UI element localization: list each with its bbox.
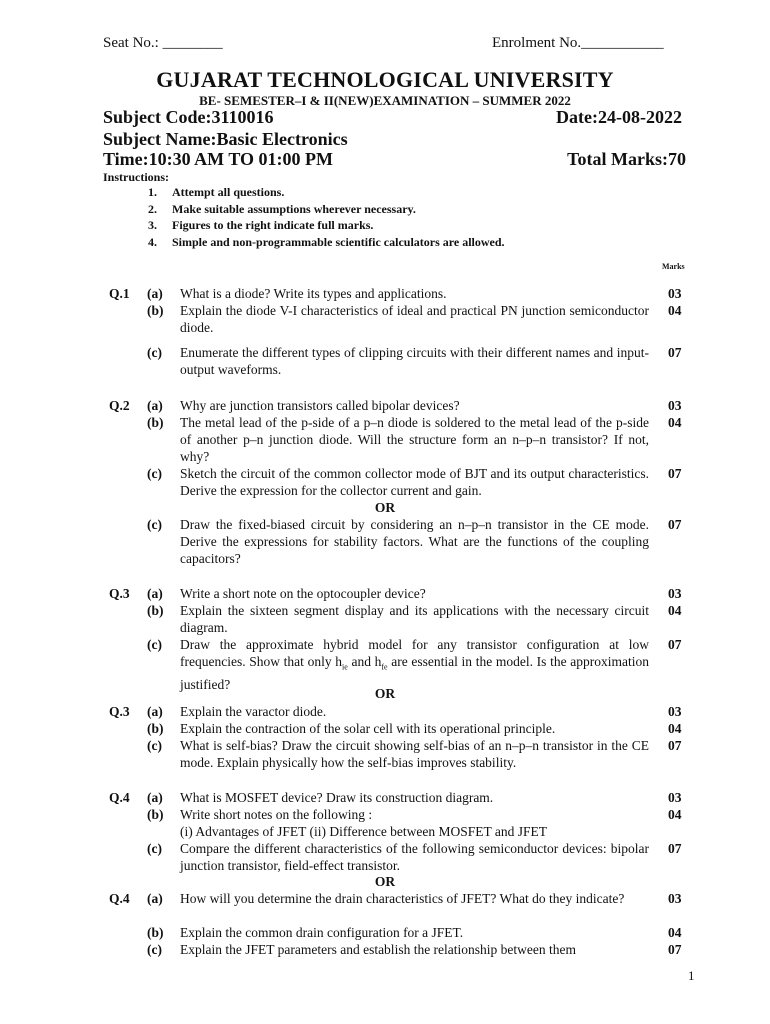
question-text: What is self-bias? Draw the circuit showing self-bias of an n–p–n transistor in the CE mode. Explain physically how the self-bias improves stability. [180, 738, 649, 770]
subpart-label: (c) [147, 466, 162, 481]
marks-value: 03 [668, 790, 682, 805]
subpart-label: (b) [147, 721, 164, 736]
marks-value: 07 [668, 345, 682, 360]
marks-value: 04 [668, 721, 682, 736]
question-text: Explain the diode V-I characteristics of ideal and practical PN junction semiconductor diode. [180, 303, 649, 335]
question-text: Enumerate the different types of clipping circuits with their different names and input-output waveforms. [180, 345, 649, 377]
subpart-label: (b) [147, 415, 164, 430]
question-text: Draw the fixed-biased circuit by considering an n–p–n transistor in the CE mode. Derive the expressions for stability factors. What are the functions of the coupling capacitors? [180, 517, 649, 566]
question-number: Q.3 [109, 586, 130, 601]
question-text: Why are junction transistors called bipolar devices? [180, 398, 460, 413]
question-number: Q.2 [109, 398, 130, 413]
total-marks: Total Marks:70 [567, 149, 686, 169]
question-text: Explain the varactor diode. [180, 704, 327, 719]
marks-value: 03 [668, 704, 682, 719]
subpart-label: (c) [147, 517, 162, 532]
subpart-label: (a) [147, 286, 163, 301]
subpart-label: (c) [147, 637, 162, 652]
instruction-item: 3. Figures to the right indicate full marks. [148, 218, 374, 232]
or-divider: OR [374, 500, 396, 515]
question-text: Explain the sixteen segment display and its applications with the necessary circuit diagram. [180, 603, 649, 635]
subpart-label: (a) [147, 891, 163, 906]
question-text: (i) Advantages of JFET (ii) Difference between MOSFET and JFET [180, 824, 548, 839]
subpart-label: (c) [147, 345, 162, 360]
marks-value: 04 [668, 303, 682, 318]
or-divider: OR [374, 686, 396, 701]
marks-value: 03 [668, 286, 682, 301]
subpart-label: (a) [147, 704, 163, 719]
subpart-label: (b) [147, 303, 164, 318]
instruction-item: 4. Simple and non-programmable scientific calculators are allowed. [148, 234, 505, 249]
subpart-label: (a) [147, 398, 163, 413]
marks-value: 04 [668, 415, 682, 430]
marks-value: 07 [668, 517, 682, 532]
seat-number-field: Seat No.: ________ [103, 35, 223, 51]
question-text: Write a short note on the optocoupler device? [180, 586, 426, 601]
marks-column-heading: Marks [662, 262, 685, 271]
question-text: Explain the common drain configuration for a JFET. [180, 925, 464, 940]
marks-value: 07 [668, 841, 682, 856]
question-text: How will you determine the drain characteristics of JFET? What do they indicate? [180, 891, 625, 906]
subpart-label: (b) [147, 807, 164, 822]
marks-value: 04 [668, 807, 682, 822]
subpart-label: (b) [147, 925, 164, 940]
question-text: Draw the approximate hybrid model for any transistor configuration at low frequencies. Show that only $h_{ie}$ and $h_{fe}$ are essential in the model. Is the approximation justified? [180, 637, 649, 692]
marks-value: 03 [668, 586, 682, 601]
question-text: Sketch the circuit of the common collector mode of BJT and its output characteristics. Derive the expression for the collector current and gain. [180, 466, 649, 498]
subpart-label: (c) [147, 942, 162, 957]
question-text: Write short notes on the following : [180, 807, 373, 822]
question-text: Compare the different characteristics of the following semiconductor devices: bipolar junction transistor, field-effect transistor. [180, 841, 649, 873]
question-text: Explain the contraction of the solar cell with its operational principle. [180, 721, 556, 736]
subject-name: Subject Name:Basic Electronics [103, 129, 348, 149]
marks-value: 07 [668, 637, 682, 652]
exam-title: BE- SEMESTER–I & II(NEW)EXAMINATION – SUMMER 2022 [199, 93, 571, 108]
or-divider: OR [374, 874, 396, 889]
marks-value: 03 [668, 398, 682, 413]
question-text: Explain the JFET parameters and establish the relationship between them [180, 942, 577, 957]
instructions-list [148, 184, 505, 250]
question-number: Q.4 [109, 891, 130, 906]
subpart-label: (b) [147, 603, 164, 618]
question-number: Q.3 [109, 704, 130, 719]
marks-value: 03 [668, 891, 682, 906]
subpart-label: (c) [147, 841, 162, 856]
subpart-label: (a) [147, 790, 163, 805]
instruction-item: 1. Attempt all questions. [148, 185, 285, 199]
marks-value: 07 [668, 738, 682, 753]
marks-value: 04 [668, 925, 682, 940]
question-text: What is a diode? Write its types and applications. [180, 286, 447, 301]
page-number: 1 [688, 968, 695, 983]
subpart-label: (c) [147, 738, 162, 753]
question-number: Q.4 [109, 790, 130, 805]
subpart-label: (a) [147, 586, 163, 601]
enrolment-number-field: Enrolment No.___________ [492, 35, 664, 51]
marks-value: 04 [668, 603, 682, 618]
instructions-heading: Instructions: [103, 170, 170, 184]
question-number: Q.1 [109, 286, 130, 301]
marks-value: 07 [668, 942, 682, 957]
marks-value: 07 [668, 466, 682, 481]
exam-date: Date:24-08-2022 [556, 107, 682, 127]
instruction-item: 2. Make suitable assumptions wherever necessary. [148, 201, 416, 216]
question-text: The metal lead of the p-side of a p–n diode is soldered to the metal lead of the p-side of another p–n junction diode. Will the structure form an n–p–n transistor? If not, why? [180, 415, 649, 464]
exam-time: Time:10:30 AM TO 01:00 PM [103, 149, 333, 169]
question-text: What is MOSFET device? Draw its construction diagram. [180, 790, 494, 805]
subject-code: Subject Code:3110016 [103, 107, 274, 127]
university-title: GUJARAT TECHNOLOGICAL UNIVERSITY [156, 67, 614, 92]
